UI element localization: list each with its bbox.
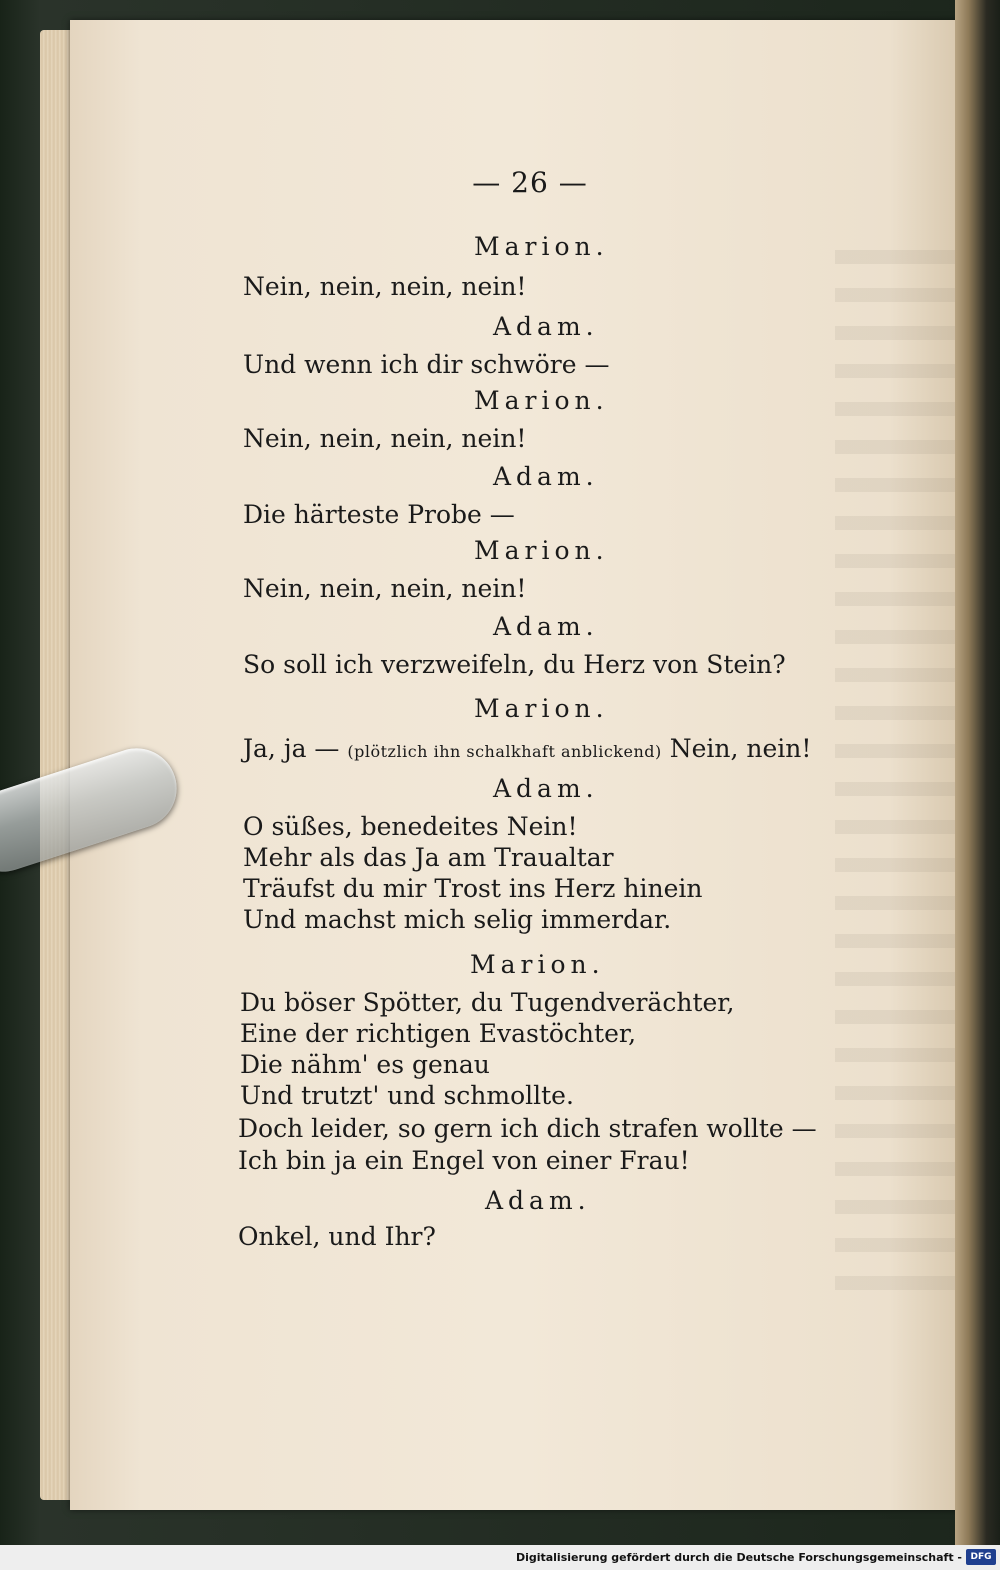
verse-line: Die härteste Probe — [243, 500, 515, 529]
verse-line: Onkel, und Ihr? [238, 1222, 436, 1251]
speaker-name: Marion. [470, 950, 605, 979]
verse-line: Doch leider, so gern ich dich strafen wollte — [238, 1114, 817, 1143]
verse-line: Die nähm' es genau [240, 1050, 490, 1079]
speaker-name: Marion. [474, 232, 609, 261]
verse-line: Und machst mich selig immerdar. [243, 905, 672, 934]
stage-direction: (plötzlich ihn schalkhaft anblickend) [347, 742, 662, 761]
verse-line: Und trutzt' und schmollte. [240, 1081, 574, 1110]
verse-line: Nein, nein, nein, nein! [243, 574, 527, 603]
verse-line: Eine der richtigen Evastöchter, [240, 1019, 637, 1048]
dfg-logo: DFG [966, 1549, 996, 1565]
verse-line: O süßes, benedeites Nein! [243, 812, 578, 841]
speaker-name: Marion. [474, 694, 609, 723]
verse-segment: Nein, nein! [669, 734, 812, 763]
verse-line: Mehr als das Ja am Traualtar [243, 843, 614, 872]
verse-line: Nein, nein, nein, nein! [243, 424, 527, 453]
speaker-name: Marion. [474, 386, 609, 415]
footer-bar [0, 1545, 1000, 1570]
verse-line: Träufst du mir Trost ins Herz hinein [243, 874, 703, 903]
funding-notice: Digitalisierung gefördert durch die Deutsche Forschungsgemeinschaft - [515, 1551, 962, 1564]
speaker-name: Marion. [474, 536, 609, 565]
verse-line: Du böser Spötter, du Tugendverächter, [240, 988, 735, 1017]
verse-line: Und wenn ich dir schwöre — [243, 350, 610, 379]
page-number: — 26 — [472, 166, 588, 199]
speaker-name: Adam. [493, 312, 599, 341]
verse-line: Nein, nein, nein, nein! [243, 272, 527, 301]
speaker-name: Adam. [493, 612, 599, 641]
verse-line: So soll ich verzweifeln, du Herz von Stein? [243, 650, 786, 679]
verse-line [243, 734, 811, 763]
verse-line: Ich bin ja ein Engel von einer Frau! [238, 1146, 690, 1175]
speaker-name: Adam. [485, 1186, 591, 1215]
verse-segment: Ja, ja — [243, 734, 340, 763]
speaker-name: Adam. [493, 462, 599, 491]
speaker-name: Adam. [493, 774, 599, 803]
